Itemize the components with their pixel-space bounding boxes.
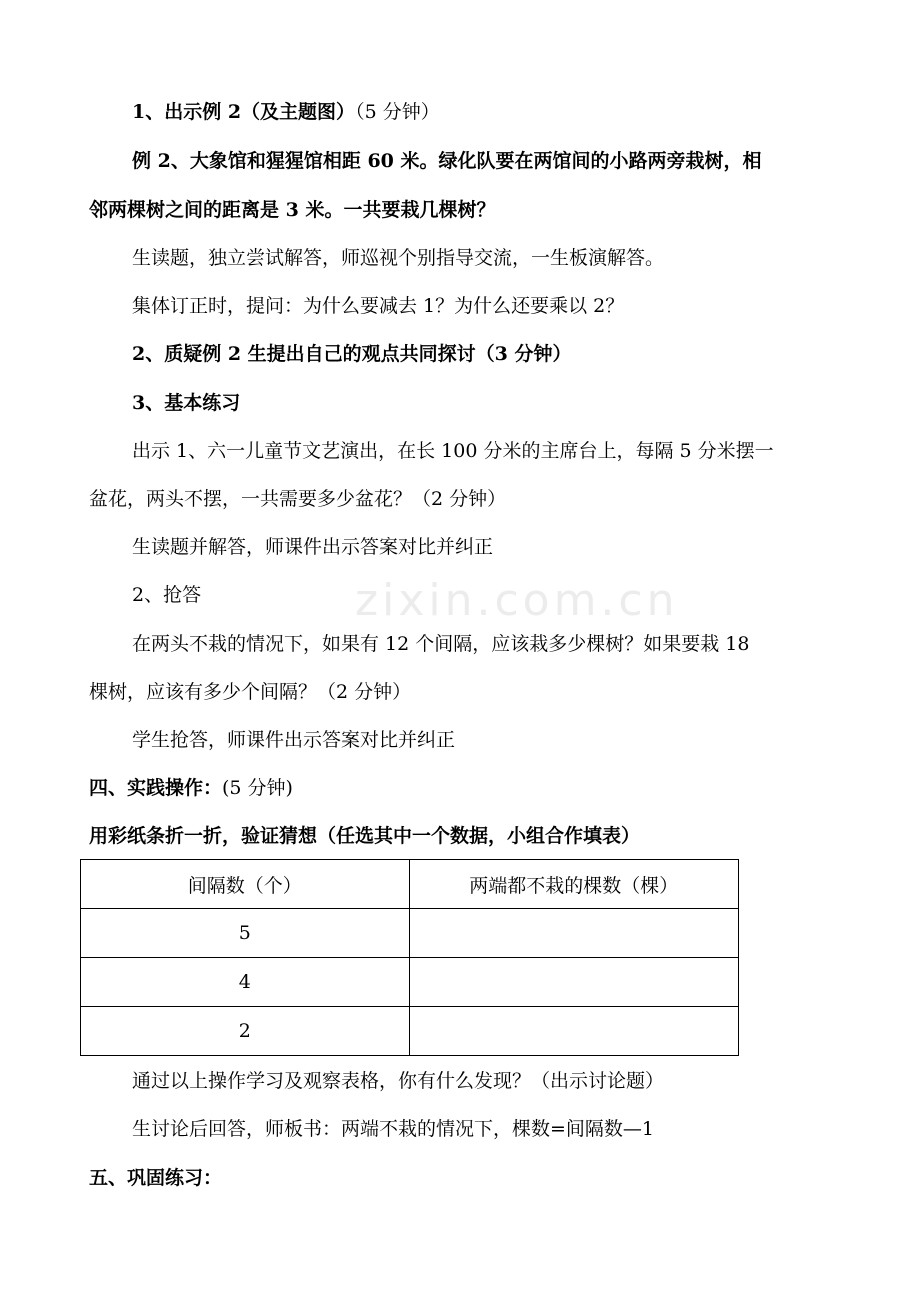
table-cell-trees[interactable] [409,958,739,1007]
example-2-line-2: 邻两棵树之间的距离是 3 米。一共要栽几棵树？ [89,199,496,221]
board-conclusion: 生讨论后回答，师板书：两端不栽的情况下，棵数=间隔数—1 [132,1118,655,1140]
exercise-1-line-1: 出示 1、六一儿童节文艺演出，在长 100 分米的主席台上，每隔 5 分米摆一 [132,440,774,462]
interval-table [80,859,739,1056]
table-cell-intervals: 2 [81,1007,410,1056]
table-row [81,1007,739,1056]
exercise-1-line-2: 盆花，两头不摆，一共需要多少盆花？（2 分钟） [89,488,507,510]
section-4-title: 四、实践操作： [89,777,223,799]
section-5-heading: 五、巩固练习： [89,1167,223,1189]
example-2-line-1: 例 2、大象馆和猩猩馆相距 60 米。绿化队要在两馆间的小路两旁栽树，相 [132,150,762,172]
table-header-row [81,860,739,909]
correction-question: 集体订正时，提问：为什么要减去 1？为什么还要乘以 2？ [132,295,625,317]
table-header-trees: 两端都不栽的棵数（棵） [409,860,739,909]
exercise-1-solution: 生读题并解答，师课件出示答案对比并纠正 [132,536,494,558]
section-4-time: (5 分钟) [222,777,293,799]
step-2-heading: 2、质疑例 2 生提出自己的观点共同探讨（3 分钟） [132,343,572,365]
table-cell-trees[interactable] [409,909,739,958]
discussion-prompt: 通过以上操作学习及观察表格，你有什么发现？（出示讨论题） [132,1070,665,1092]
folding-instruction: 用彩纸条折一折，验证猜想（任选其中一个数据，小组合作填表） [89,825,641,847]
step-1-title: 1、出示例 2（及主题图） [132,101,356,123]
table-row [81,958,739,1007]
table-cell-trees[interactable] [409,1007,739,1056]
table-cell-intervals: 5 [81,909,410,958]
table-header-intervals: 间隔数（个） [81,860,410,909]
table-cell-intervals: 4 [81,958,410,1007]
step-3-heading: 3、基本练习 [132,392,241,414]
table-row [81,909,739,958]
reading-instruction: 生读题，独立尝试解答，师巡视个别指导交流，一生板演解答。 [132,247,665,269]
watermark: zixin.com.cn [355,575,679,626]
quick-answer-line-1: 在两头不栽的情况下，如果有 12 个间隔，应该栽多少棵树？如果要栽 18 [132,633,750,655]
quick-answer-heading: 2、抢答 [132,584,202,606]
section-4-heading [89,776,293,800]
quick-answer-line-2: 棵树，应该有多少个间隔？（2 分钟） [89,681,412,703]
step-1-heading [132,100,440,124]
step-1-time: （5 分钟） [355,101,440,123]
quick-answer-solution: 学生抢答，师课件出示答案对比并纠正 [132,729,456,751]
